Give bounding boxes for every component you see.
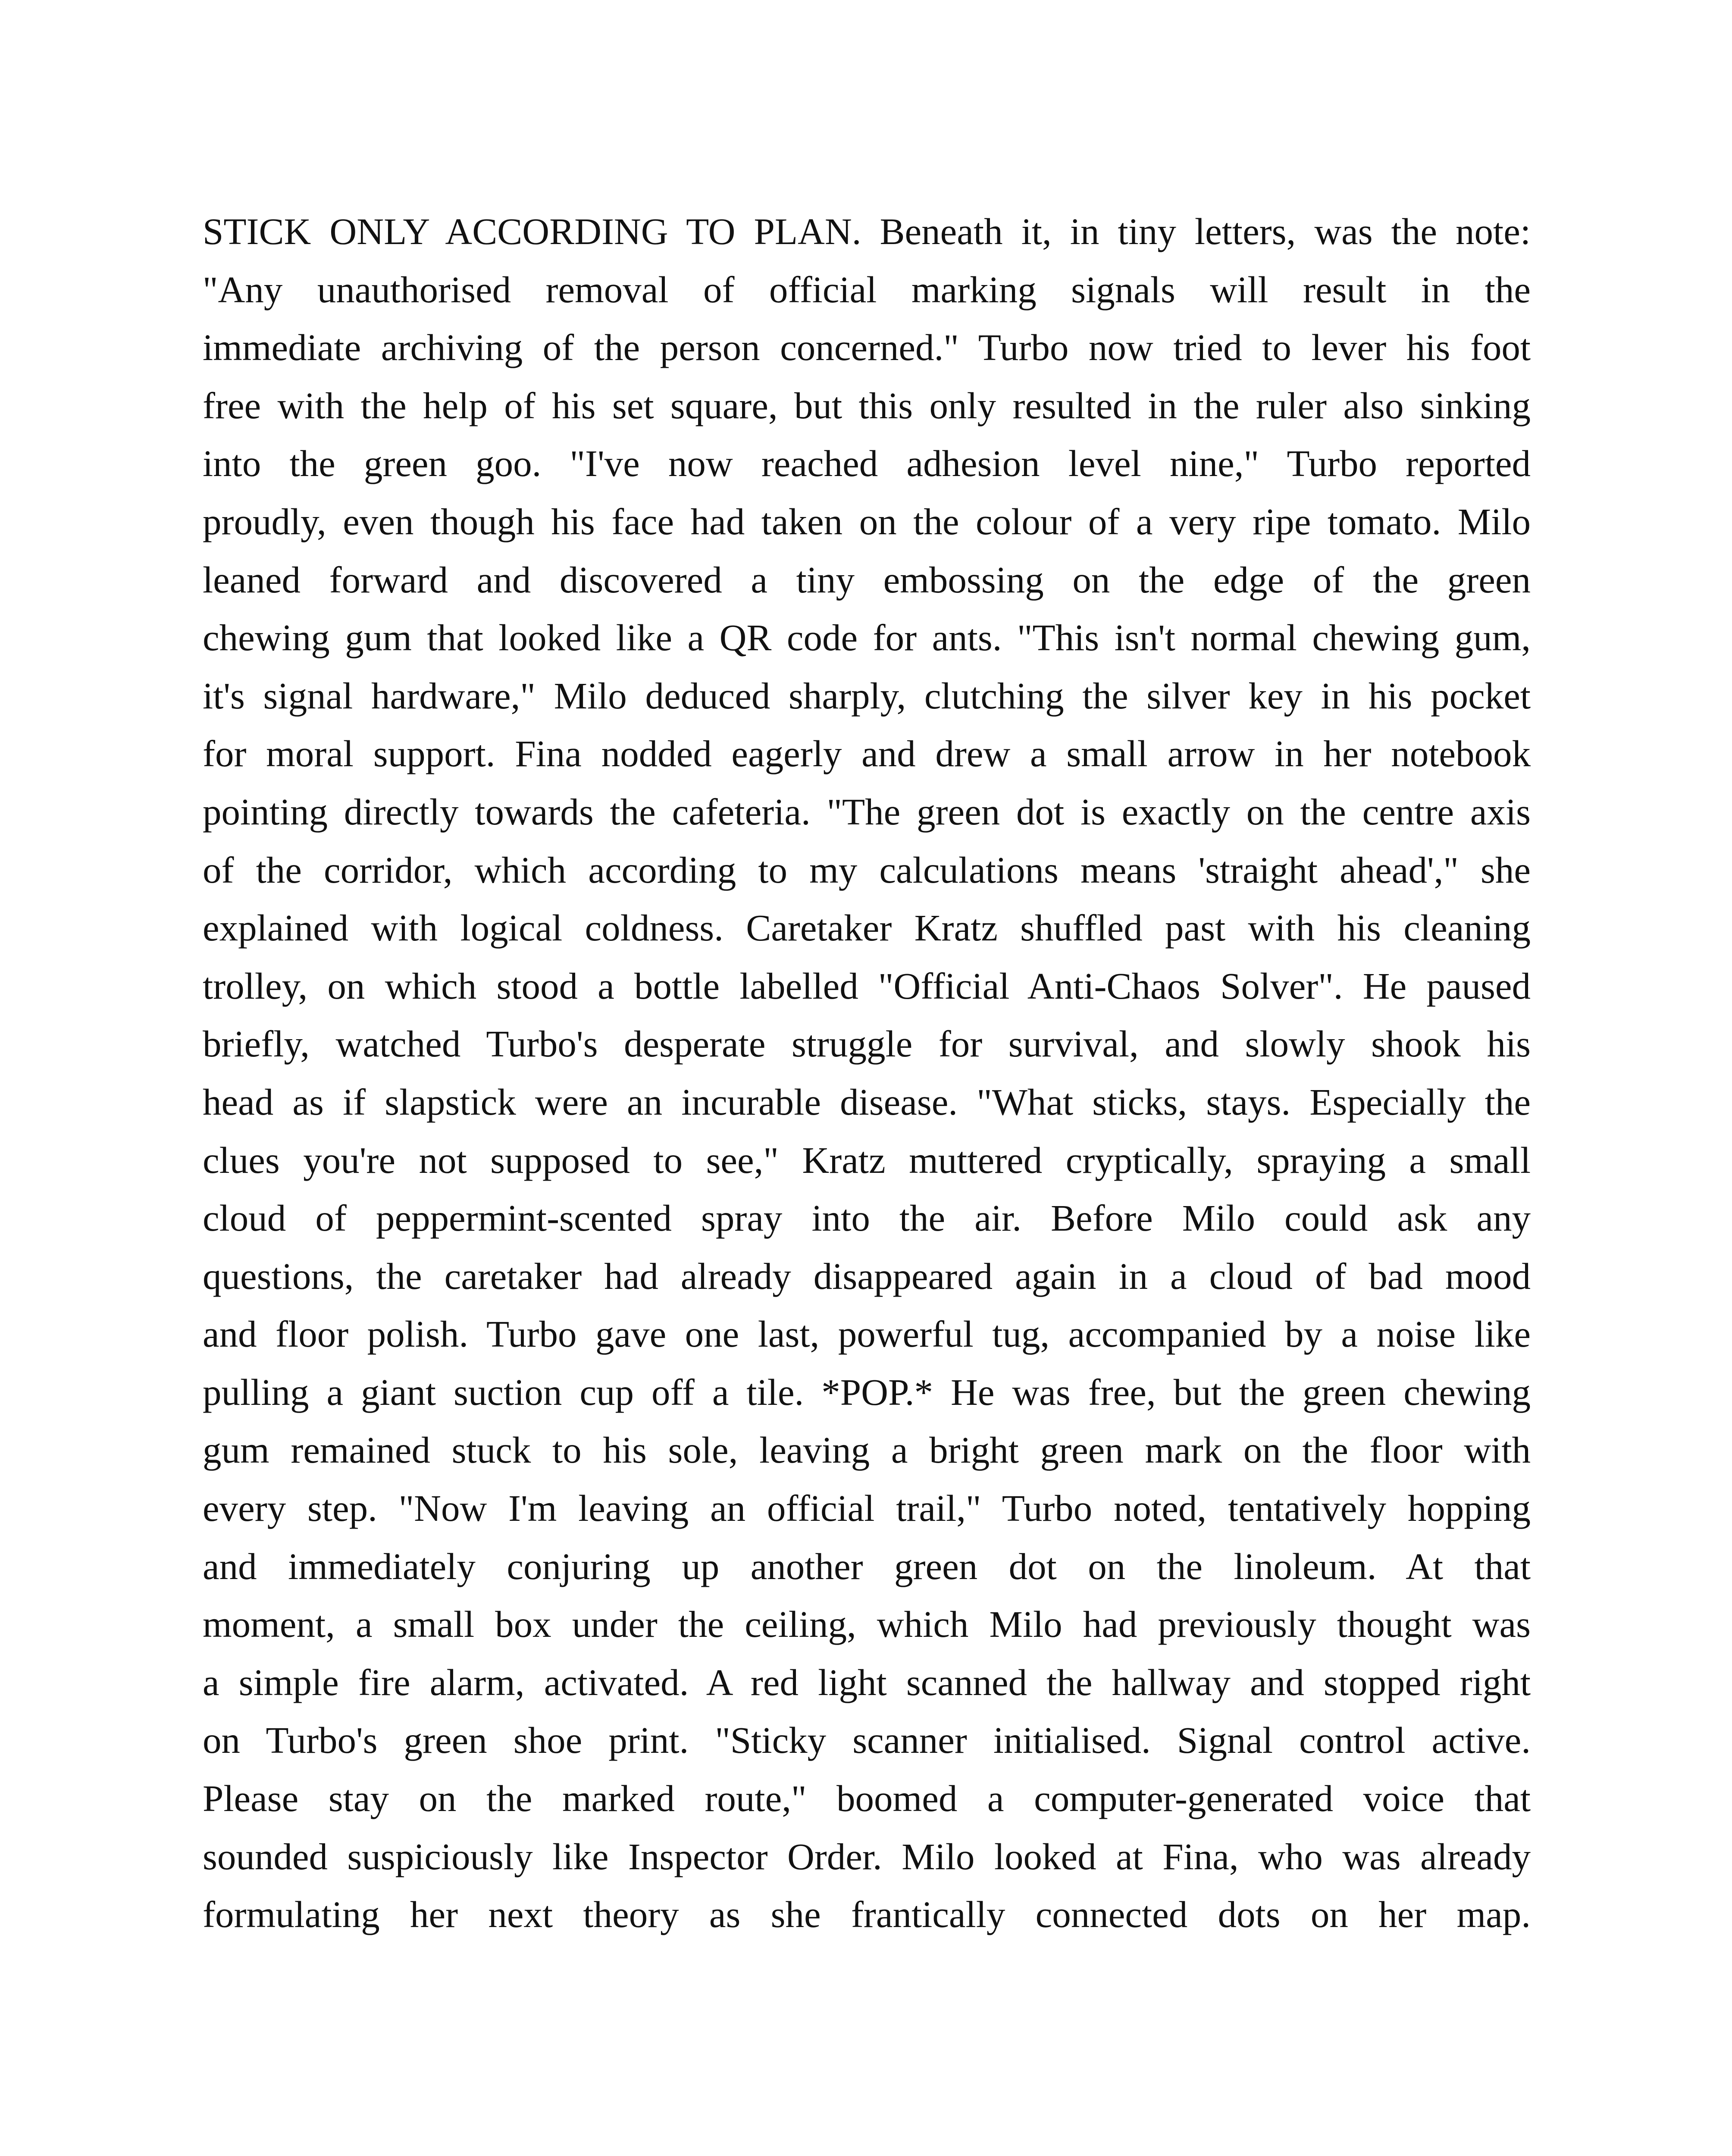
text-line: "Any unauthorised removal of official marking signals will result in the	[203, 268, 1531, 310]
text-line: immediate archiving of the person concerned." Turbo now tried to lever his foot	[203, 326, 1531, 369]
text-line: gum remained stuck to his sole, leaving a bright green mark on the floor with	[203, 1429, 1531, 1471]
text-line: on Turbo's green shoe print. "Sticky scanner initialised. Signal control active.	[203, 1719, 1531, 1761]
text-line: head as if slapstick were an incurable disease. "What sticks, stays. Especially the	[203, 1081, 1531, 1123]
text-line: trolley, on which stood a bottle labelled "Official Anti-Chaos Solver". He paused	[203, 965, 1531, 1007]
text-line: proudly, even though his face had taken on the colour of a very ripe tomato. Milo	[203, 500, 1531, 542]
text-line: every step. "Now I'm leaving an official trail," Turbo noted, tentatively hopping	[203, 1487, 1531, 1529]
text-line: cloud of peppermint-scented spray into the air. Before Milo could ask any	[203, 1197, 1531, 1239]
text-line: briefly, watched Turbo's desperate struggle for survival, and slowly shook his	[203, 1023, 1531, 1065]
text-line: clues you're not supposed to see," Kratz muttered cryptically, spraying a small	[203, 1139, 1531, 1181]
text-line: and immediately conjuring up another green dot on the linoleum. At that	[203, 1545, 1531, 1587]
text-line: moment, a small box under the ceiling, which Milo had previously thought was	[203, 1603, 1531, 1645]
text-line: for moral support. Fina nodded eagerly and drew a small arrow in her notebook	[203, 733, 1531, 775]
text-line: Please stay on the marked route," boomed a computer-generated voice that	[203, 1777, 1531, 1820]
text-line: STICK ONLY ACCORDING TO PLAN. Beneath it, in tiny letters, was the note:	[203, 210, 1531, 252]
text-line: formulating her next theory as she frantically connected dots on her map.	[203, 1893, 1531, 1936]
text-line: leaned forward and discovered a tiny embossing on the edge of the green	[203, 558, 1531, 601]
text-line: questions, the caretaker had already disappeared again in a cloud of bad mood	[203, 1255, 1531, 1297]
text-line: of the corridor, which according to my calculations means 'straight ahead'," she	[203, 849, 1531, 891]
text-line: and floor polish. Turbo gave one last, powerful tug, accompanied by a noise like	[203, 1313, 1531, 1355]
text-line: sounded suspiciously like Inspector Order. Milo looked at Fina, who was already	[203, 1835, 1531, 1877]
text-line: explained with logical coldness. Caretaker Kratz shuffled past with his cleaning	[203, 907, 1531, 949]
text-line: pulling a giant suction cup off a tile. *POP.* He was free, but the green chewing	[203, 1371, 1531, 1413]
text-line: chewing gum that looked like a QR code for ants. "This isn't normal chewing gum,	[203, 617, 1531, 659]
text-line: into the green goo. "I've now reached adhesion level nine," Turbo reported	[203, 442, 1531, 485]
text-line: it's signal hardware," Milo deduced sharply, clutching the silver key in his pocket	[203, 674, 1531, 717]
text-line: a simple fire alarm, activated. A red light scanned the hallway and stopped right	[203, 1661, 1531, 1703]
text-line: free with the help of his set square, but this only resulted in the ruler also sinking	[203, 384, 1531, 426]
body-text	[203, 203, 1531, 1944]
text-line: pointing directly towards the cafeteria. "The green dot is exactly on the centre axis	[203, 790, 1531, 833]
